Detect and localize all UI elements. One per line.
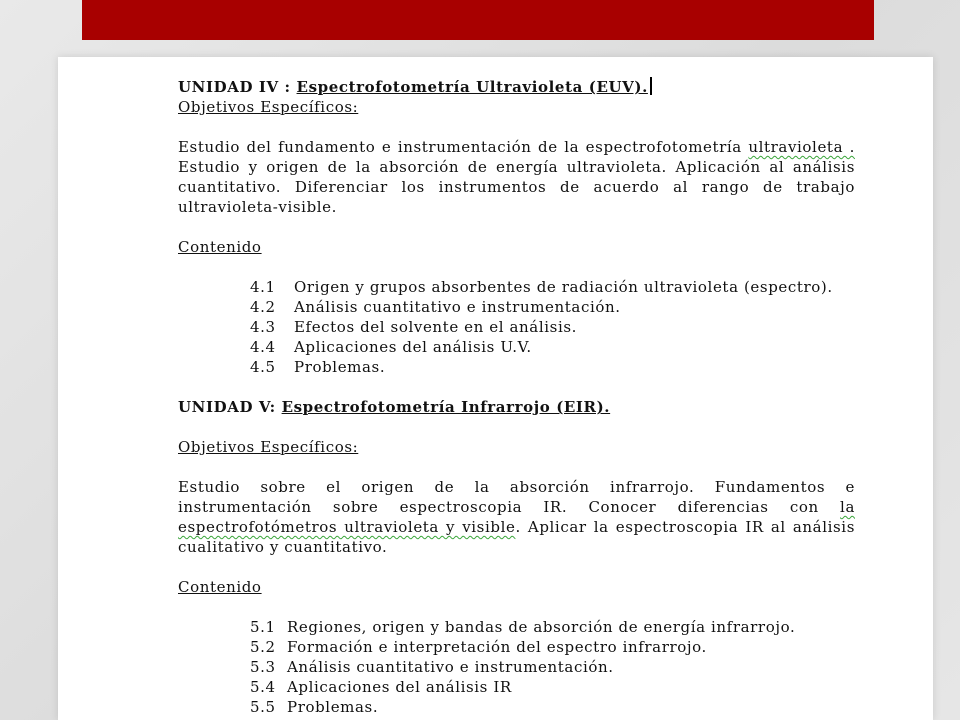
unit5-content-heading: Contenido bbox=[178, 578, 262, 596]
list-item-text: Problemas. bbox=[287, 698, 379, 716]
list-item-number: 4.4 bbox=[250, 338, 276, 356]
list-item bbox=[250, 617, 855, 637]
unit5-title bbox=[178, 397, 855, 417]
unit4-title bbox=[178, 77, 855, 97]
list-item bbox=[250, 637, 855, 657]
list-item bbox=[250, 337, 855, 357]
list-item-number: 5.2 bbox=[250, 638, 276, 656]
unit5-objectives-text bbox=[178, 477, 855, 557]
unit5-objectives-post: . Aplicar la espectroscopia IR al análisis cualitativo y cuantitativo. bbox=[178, 518, 856, 556]
list-item-text: Origen y grupos absorbentes de radiación ultravioleta (espectro). bbox=[294, 278, 833, 296]
list-item-text: Efectos del solvente en el análisis. bbox=[294, 318, 578, 336]
unit5-content-list bbox=[178, 617, 855, 717]
unit5-objectives-squiggle: la espectrofotómetros ultravioleta y visible bbox=[178, 498, 855, 536]
list-item bbox=[250, 297, 855, 317]
list-item bbox=[250, 357, 855, 377]
list-item-number: 4.5 bbox=[250, 358, 276, 376]
unit4-objectives-pre: Estudio del fundamento e instrumentación de la espectrofotometría bbox=[178, 138, 749, 156]
list-item-text: Análisis cuantitativo e instrumentación. bbox=[294, 298, 621, 316]
unit4-objectives-text bbox=[178, 137, 855, 217]
unit4-objectives-post: Estudio y origen de la absorción de energía ultravioleta. Aplicación al análisis cuantitativo. Diferenciar los instrumentos de acuerdo al rango de trabajo ultravioleta-visible. bbox=[178, 158, 855, 216]
list-item-text: Análisis cuantitativo e instrumentación. bbox=[287, 658, 614, 676]
list-item bbox=[250, 677, 855, 697]
list-item-number: 5.5 bbox=[250, 698, 276, 716]
unit4-name: Espectrofotometría Ultravioleta (EUV). bbox=[296, 78, 648, 96]
unit5-objectives-pre: Estudio sobre el origen de la absorción infrarrojo. Fundamentos e instrumentación sobre espectroscopia IR. Conocer diferencias con bbox=[178, 478, 855, 516]
list-item bbox=[250, 697, 855, 717]
document-page bbox=[58, 57, 933, 720]
unit5-label: UNIDAD V: bbox=[178, 398, 282, 416]
title-bar bbox=[82, 0, 874, 40]
document-content bbox=[178, 77, 855, 717]
unit4-content-list bbox=[178, 277, 855, 377]
list-item bbox=[250, 277, 855, 297]
list-item-text: Formación e interpretación del espectro infrarrojo. bbox=[287, 638, 707, 656]
unit4-label: UNIDAD IV : bbox=[178, 78, 297, 96]
unit5-name: Espectrofotometría Infrarrojo (EIR). bbox=[281, 398, 611, 416]
text-cursor bbox=[650, 77, 652, 95]
unit4-objectives-squiggle: ultravioleta . bbox=[748, 138, 855, 156]
unit5-objectives-heading: Objetivos Específicos: bbox=[178, 438, 359, 456]
unit4-objectives-heading: Objetivos Específicos: bbox=[178, 98, 359, 116]
list-item-number: 4.3 bbox=[250, 318, 276, 336]
unit4-content-heading: Contenido bbox=[178, 238, 262, 256]
list-item-number: 4.1 bbox=[250, 278, 276, 296]
list-item-number: 5.4 bbox=[250, 678, 276, 696]
list-item-text: Aplicaciones del análisis IR bbox=[287, 678, 512, 696]
list-item-number: 4.2 bbox=[250, 298, 276, 316]
list-item bbox=[250, 657, 855, 677]
list-item-number: 5.1 bbox=[250, 618, 276, 636]
list-item-text: Regiones, origen y bandas de absorción de energía infrarrojo. bbox=[287, 618, 796, 636]
list-item-text: Problemas. bbox=[294, 358, 386, 376]
list-item bbox=[250, 317, 855, 337]
list-item-number: 5.3 bbox=[250, 658, 276, 676]
list-item-text: Aplicaciones del análisis U.V. bbox=[294, 338, 532, 356]
